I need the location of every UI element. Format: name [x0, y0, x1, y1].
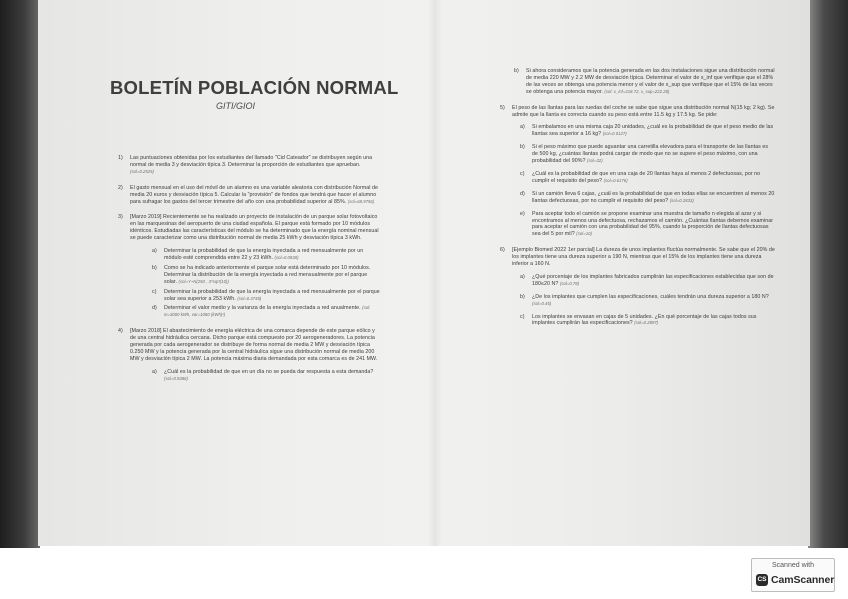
solution-note: (sol=0.2897)	[634, 320, 659, 326]
solution-note: (sol=0.2833)	[669, 197, 694, 203]
solution-note: (sol=0.0838)	[274, 254, 299, 260]
question-4-part-b	[514, 68, 775, 96]
question-5-part-b	[520, 144, 775, 165]
question-number: 1)	[118, 155, 123, 161]
question-5	[500, 105, 775, 239]
camscanner-brand: CamScanner	[771, 574, 835, 586]
camscanner-watermark	[751, 558, 835, 592]
scanned-with-label: Scanned with	[771, 562, 815, 569]
part-letter: a)	[152, 248, 157, 255]
question-6-parts	[520, 274, 775, 327]
solution-note: (sol=10)	[576, 231, 592, 237]
part-letter: c)	[520, 170, 525, 177]
solution-note: (sol=32)	[587, 158, 603, 164]
question-3-part-c	[152, 289, 380, 303]
question-text: El gasto mensual en el uso del móvil de un alumno es una variable aleatoria con distribución Normal de media 20 euros y desviación típica 5. Calcular la "provisión" de fondos que tendrá que hacer el alumno para sufragar los gastos del tercer trimestre del año con una probabilidad superior al 85%.	[130, 184, 379, 205]
question-4	[118, 328, 380, 382]
question-4-part-a	[152, 369, 380, 383]
left-column	[118, 155, 380, 392]
part-text: ¿De los implantes que cumplen las especificaciones, cuáles tendrán una dureza superior a 180 N?	[532, 293, 769, 300]
question-4-parts	[152, 369, 380, 383]
solution-note: (sol=0.6176)	[603, 177, 628, 183]
solution-note: (sol=0.78)	[559, 280, 580, 286]
question-number: 4)	[118, 328, 123, 335]
question-1	[118, 155, 380, 176]
question-5-part-a	[520, 124, 775, 138]
question-3-part-b	[152, 265, 380, 286]
part-letter: d)	[152, 305, 157, 312]
question-3	[118, 214, 380, 319]
page-fold	[428, 0, 442, 546]
question-6-part-a	[520, 274, 775, 288]
part-letter: c)	[152, 288, 157, 295]
part-letter: b)	[520, 293, 525, 300]
part-text: Para aceptar todo el camión se propone examinar una muestra de tamaño n elegida al azar y si encontramos al menos una defectuosa, rechazamos el camión. ¿Cuántas llantas debemos examinar para aceptar el camión con una probabilidad del 95%, cuando la proporción de llantas defectuosas sea del 5 por mil?	[532, 210, 774, 238]
part-text: Determinar la probabilidad de que la energía inyectada a red mensualmente por un módulo esté comprendida entre 22 y 23 kWh.	[164, 248, 364, 261]
right-column	[500, 68, 775, 336]
question-5-parts	[520, 124, 775, 238]
question-number: 2)	[118, 184, 123, 191]
part-text: Determinar la probabilidad de que la energía inyectada a red mensualmente por el parque solar sea superior a 253 kWh.	[164, 288, 380, 302]
part-text: ¿Cuál es la probabilidad de que en una caja de 20 llantas haya al menos 2 defectuosas, por no cumplir el requisito del peso?	[532, 170, 761, 184]
question-3-part-a	[152, 248, 380, 262]
part-letter: a)	[520, 273, 525, 280]
solution-note: (sol=0.0127)	[602, 131, 627, 137]
solution-note: (sol: x_inf=218.72, x_sup=222.28)	[604, 88, 670, 94]
part-letter: e)	[520, 210, 525, 217]
question-text: El peso de las llantas para las ruedas del coche se sabe que sigue una distribución normal N(15 kg; 2 kg). Se admite que la llanta es correcta cuando su peso está entre 11.5 kg y 17.5 kg. Se pide:	[512, 104, 775, 118]
part-text: ¿Qué porcentaje de los implantes fabricados cumplirán las especificaciones establecidas que son de 180≤20 N?	[532, 273, 774, 287]
solution-note: (sol=0.3745)	[237, 295, 262, 301]
document-subtitle: GITI/GIOI	[216, 101, 256, 111]
camscanner-logo-icon: CS	[756, 574, 768, 586]
question-5-part-c	[520, 171, 775, 185]
part-letter: b)	[514, 68, 519, 74]
question-number: 6)	[500, 247, 505, 254]
document-title: BOLETÍN POBLACIÓN NORMAL	[110, 77, 399, 98]
question-3-parts	[152, 248, 380, 319]
scan-shadow-left	[0, 0, 40, 548]
question-2	[118, 185, 380, 206]
part-letter: a)	[152, 368, 157, 375]
part-letter: b)	[152, 264, 157, 271]
question-number: 5)	[500, 104, 505, 111]
part-text: Si un camión lleva 6 cajas, ¿cuál es la probabilidad de que en todas ellas se encuentren al menos 20 llantas defectuosas, por no cumplir el requisito del peso?	[532, 190, 775, 204]
question-text: [Marzo 2018] El abastecimiento de energía eléctrica de una comarca depende de este parque eólico y de una central hidráulica cercana. Dicho parque está compuesto por 20 aerogeneradores. La potencia generada por cada aerogenerador se distribuye de forma normal de media 2 MW y desviación típica 0.250 MW y la potencia generada por la central hidráulica sigue una distribución normal de media 200 MW y desviación típica 2 MW. La potencia máxima diaria demandada por esta comarca es de 241 MW.	[130, 328, 378, 362]
part-text: Los implantes se envasan en cajas de 5 unidades. ¿En qué porcentaje de las cajas todos sus implantes cumplirán las especificaciones?	[532, 313, 757, 327]
solution-note: (sol=0.45)	[532, 300, 552, 306]
question-3-part-d	[152, 305, 380, 319]
part-text: ¿Cuál es la probabilidad de que en un día no se pueda dar respuesta a esta demanda?	[164, 368, 374, 375]
part-text: Si ahora consideramos que la potencia generada en las dos instalaciones sigue una distribución normal de media 220 MW y 2.2 MW de desviación típica. Determinar el valor de x_inf que verifique que el 28% de las veces se obtenga una potencia menor y el valor de x_sup que verifique que el 15% de las veces se obtenga una potencia mayor.	[526, 68, 775, 95]
question-5-part-d	[520, 191, 775, 205]
question-6	[500, 247, 775, 327]
part-text: Como se ha indicado anteriormente el parque solar está determinado por 10 módulos. Determinar la distribución de la energía inyectada a red mensualmente por el parque solar.	[164, 264, 371, 285]
solution-note: (sol=Y~N(250 , 3*sqrt(10))	[178, 278, 229, 284]
question-6-part-c	[520, 314, 775, 328]
part-text: Si el peso máximo que puede aguantar una carretilla elevadora para el transporte de las llantas es de 500 kg, ¿cuántas llantas podrá cargar de modo que no se supere el peso máximo, con una probabilidad del 90%?	[532, 144, 769, 165]
question-number: 3)	[118, 214, 123, 221]
solution-note: (sol: m=3000 kWh, var=1080 (kWh)²)	[164, 305, 371, 318]
part-letter: a)	[520, 124, 525, 131]
part-letter: d)	[520, 190, 525, 197]
solution-note: (sol=0.2525)	[130, 168, 154, 174]
scan-shadow-right	[808, 0, 848, 548]
question-6-part-b	[520, 294, 775, 308]
solution-note: (sol=0.9386)	[164, 375, 188, 381]
question-text: [Ejemplo Biomed 2022 1er parcial] La dureza de unos implantes fluctúa normalmente. Se sabe que el 20% de los implantes tiene una dureza superior a 190 N, mientras que el 15% de los implantes tiene una dureza inferior a 160 N.	[512, 247, 775, 268]
part-letter: c)	[520, 313, 525, 320]
solution-note: (sol=68.9756)	[347, 198, 375, 204]
question-5-part-e	[520, 211, 775, 239]
question-text: [Marzo 2019] Recientemente se ha realizado un proyecto de instalación de un parque solar fotovoltaico en las marquesinas del aeropuerto de una ciudad española. El parque está formado por 10 módulos idénticos. Estudiadas las características del módulo se ha determinado que la energía nominal mensual se puede caracterizar como una distribución normal de media 25 kWh y desviación típica 3 kWh.	[130, 214, 379, 242]
part-letter: b)	[520, 144, 525, 151]
part-text: Si embalamos en una misma caja 20 unidades, ¿cuál es la probabilidad de que el peso medio de las llantas sea superior a 16 kg?	[532, 124, 774, 138]
part-text: Determinar el valor medio y la varianza de la energía inyectada a red anualmente.	[164, 305, 361, 312]
question-text: Las puntuaciones obtenidas por los estudiantes del llamado "Cid Cateador" se distribuyen según una normal de media 3 y desviación típica 3. Determinar la proporción de estudiantes que aprueban.	[130, 155, 373, 168]
